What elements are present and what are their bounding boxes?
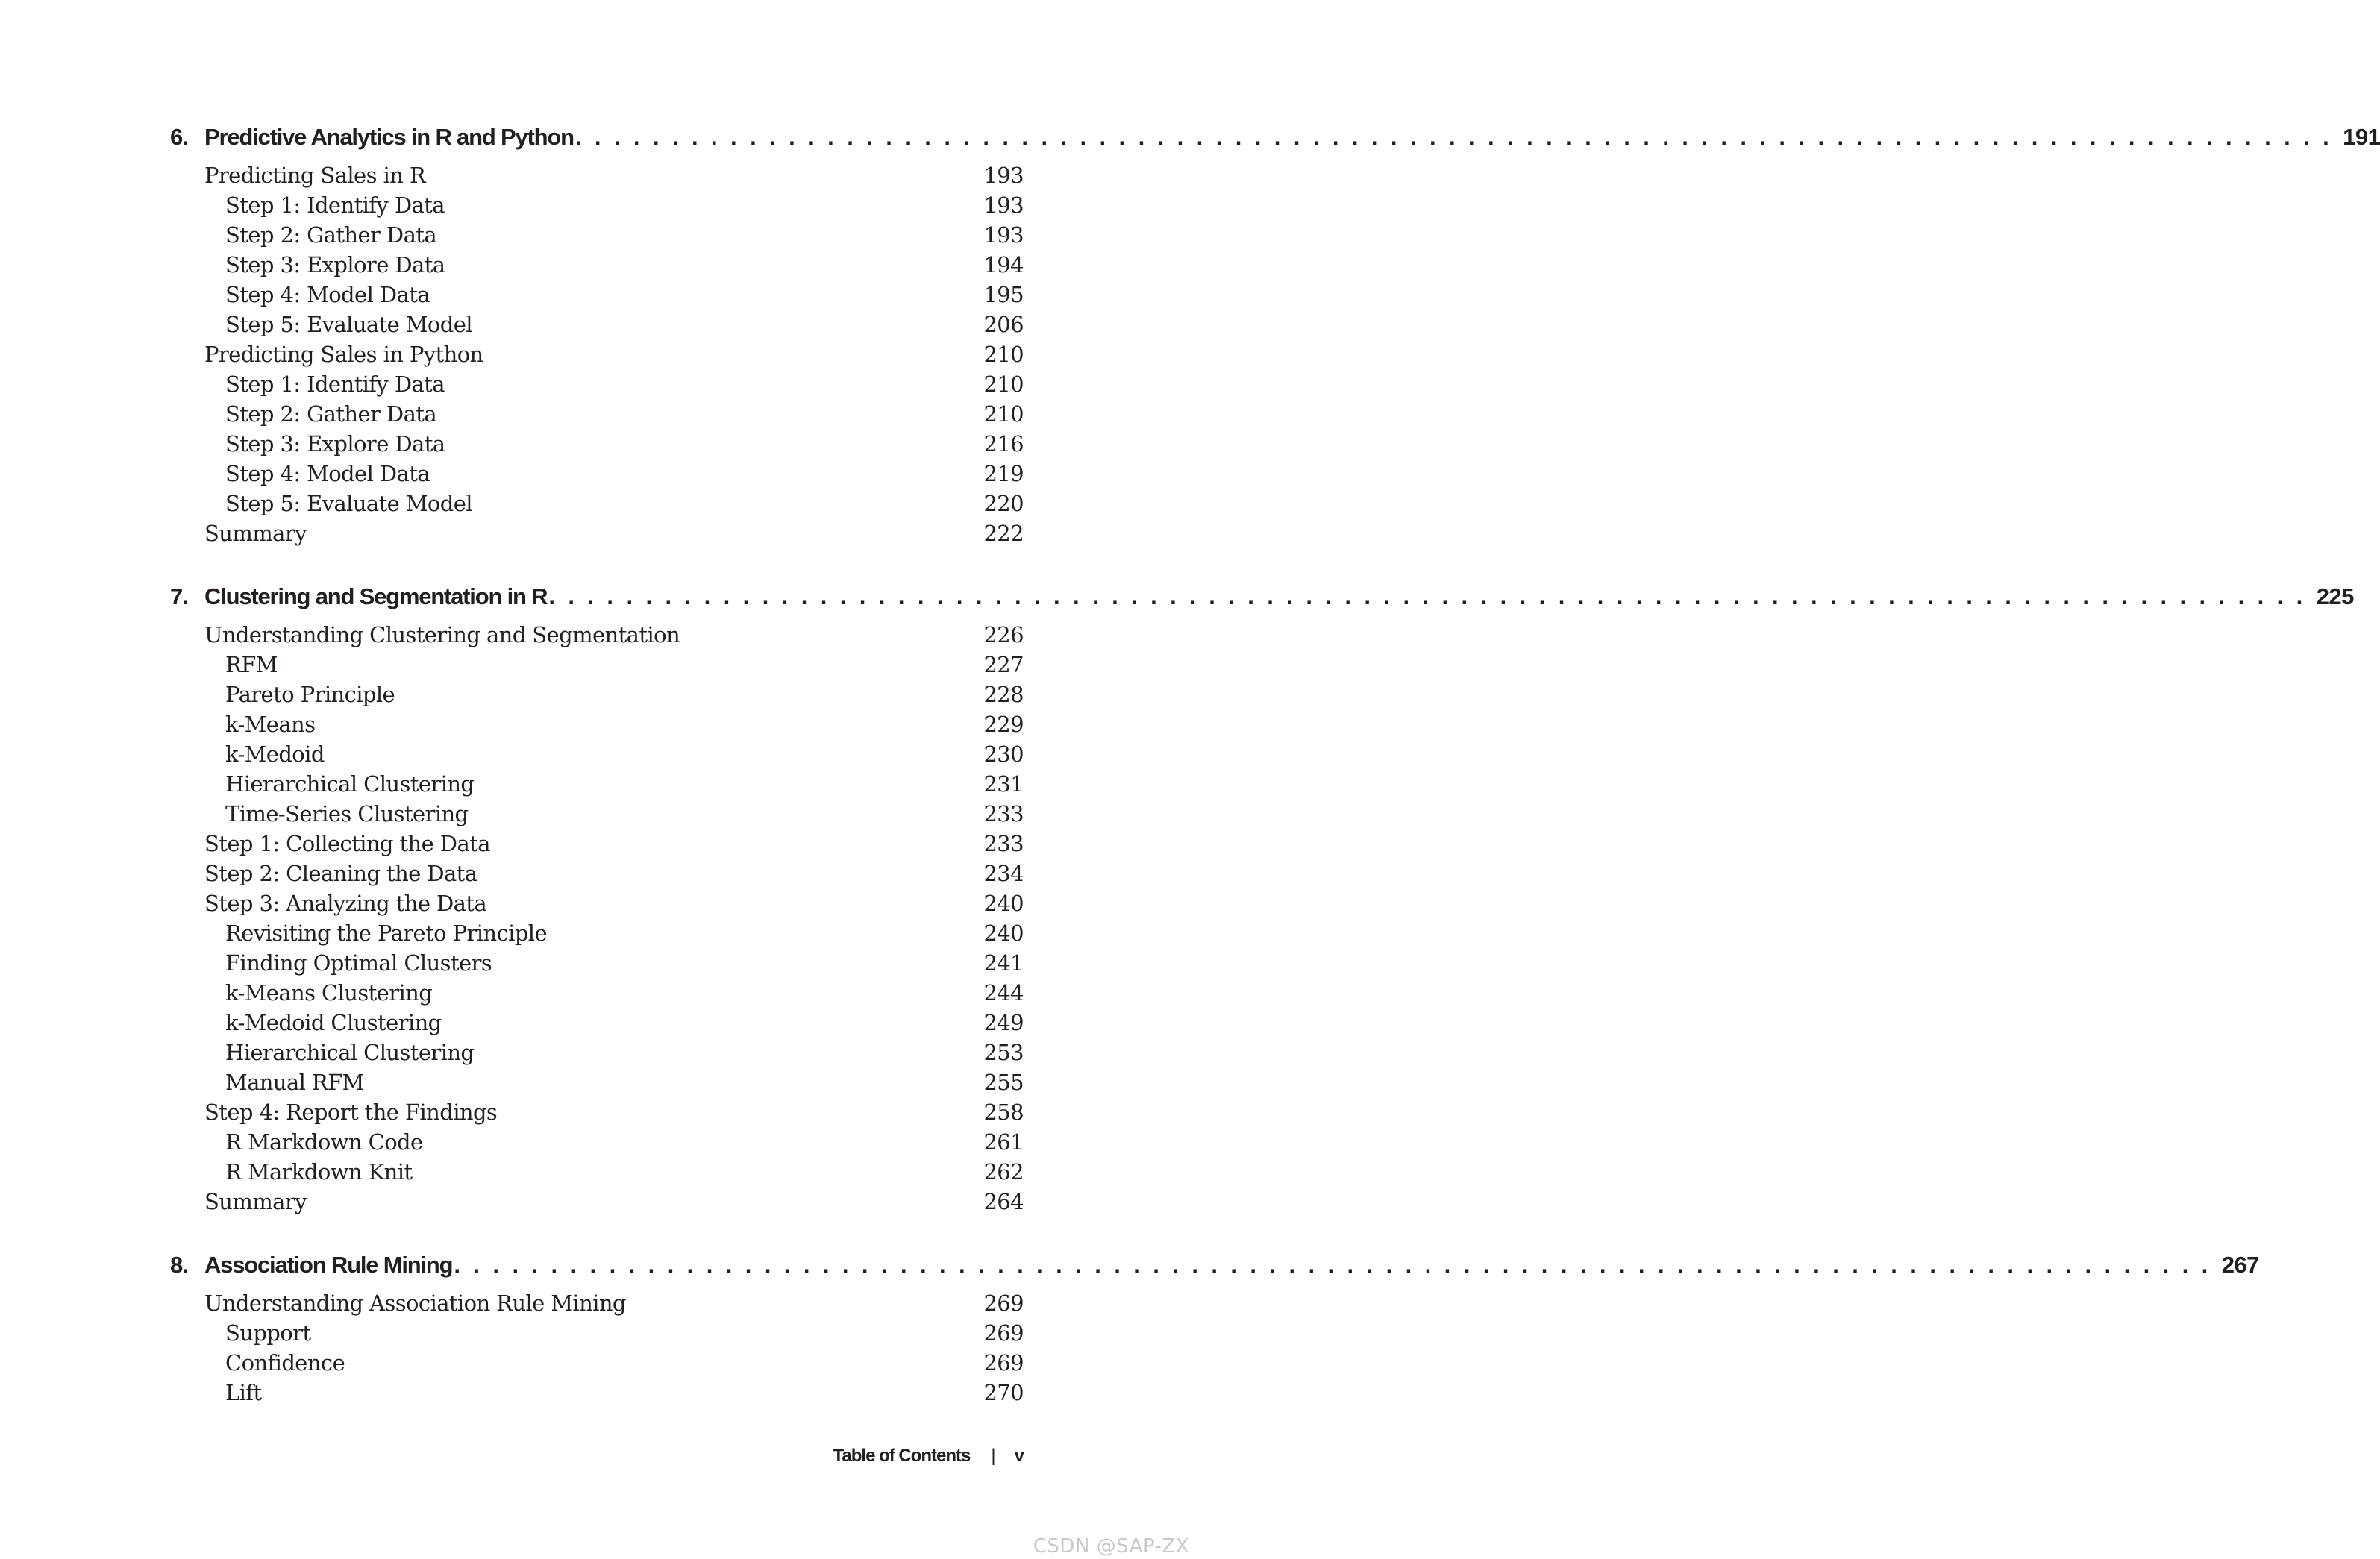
toc-entry[interactable] — [170, 222, 1024, 252]
footer-page-number: v — [1014, 1446, 1024, 1466]
toc-entry[interactable] — [170, 461, 1024, 491]
toc-entry-page-number: 210 — [983, 342, 1024, 367]
toc-entry-page-number: 269 — [983, 1350, 1024, 1376]
toc-entry-title[interactable]: Predicting Sales in Python — [204, 342, 483, 367]
toc-entry-page-number: 228 — [983, 682, 1024, 707]
toc-entry-page-number: 241 — [983, 950, 1024, 976]
toc-entry-page-number: 233 — [983, 801, 1024, 826]
toc-entry-page-number: 226 — [983, 622, 1024, 647]
toc-entry-page-number: 231 — [983, 771, 1024, 797]
toc-entry[interactable] — [170, 652, 1024, 682]
toc-entry-title[interactable]: Time-Series Clustering — [225, 801, 469, 826]
chapter-8 — [170, 1252, 2259, 1410]
toc-entry[interactable] — [170, 1040, 1024, 1070]
toc-entry-page-number: 222 — [983, 521, 1024, 546]
toc-entry-title[interactable]: Step 4: Model Data — [225, 282, 430, 307]
footer-separator: | — [991, 1446, 995, 1466]
toc-entry-title[interactable]: RFM — [225, 652, 278, 677]
toc-entry-title[interactable]: k-Means — [225, 712, 316, 737]
toc-entry[interactable] — [170, 891, 1024, 920]
chapter-page-number: 191 — [2343, 124, 2380, 150]
toc-entry-page-number: 229 — [983, 712, 1024, 737]
chapter-heading[interactable] — [170, 124, 2380, 163]
toc-entry[interactable] — [170, 861, 1024, 891]
chapter-heading[interactable] — [170, 1252, 2259, 1290]
toc-entry-title[interactable]: R Markdown Code — [225, 1129, 423, 1155]
toc-entry[interactable] — [170, 431, 1024, 461]
toc-entry-page-number: 240 — [983, 920, 1024, 946]
chapter-page-number: 225 — [2316, 583, 2354, 609]
toc-entry[interactable] — [170, 1290, 1024, 1320]
toc-entry-page-number: 264 — [983, 1189, 1024, 1214]
chapter-title[interactable]: Association Rule Mining — [204, 1252, 453, 1278]
toc-entry-page-number: 230 — [983, 741, 1024, 767]
chapter-entries — [170, 163, 1024, 550]
toc-entry-page-number: 194 — [983, 252, 1024, 277]
toc-entry-title[interactable]: Step 1: Collecting the Data — [204, 831, 490, 856]
toc-entry[interactable] — [170, 312, 1024, 342]
toc-entry-title[interactable]: Step 4: Model Data — [225, 461, 430, 486]
toc-entry[interactable] — [170, 1380, 1024, 1410]
toc-entry-title[interactable]: Step 3: Explore Data — [225, 252, 445, 277]
toc-entry-page-number: 233 — [983, 831, 1024, 856]
toc-entry-title[interactable]: Lift — [225, 1380, 262, 1405]
toc-entry[interactable] — [170, 741, 1024, 771]
table-of-contents — [170, 124, 2380, 1410]
toc-entry-title[interactable]: k-Medoid Clustering — [225, 1010, 442, 1035]
toc-entry-page-number: 227 — [983, 652, 1024, 677]
toc-entry[interactable] — [170, 282, 1024, 312]
toc-entry[interactable] — [170, 980, 1024, 1010]
toc-entry[interactable] — [170, 1350, 1024, 1380]
toc-entry-title[interactable]: Predicting Sales in R — [204, 163, 426, 188]
toc-entry-page-number: 262 — [983, 1159, 1024, 1185]
toc-entry[interactable] — [170, 1320, 1024, 1350]
toc-entry[interactable] — [170, 1070, 1024, 1100]
toc-entry[interactable] — [170, 192, 1024, 222]
toc-entry-title[interactable]: Step 4: Report the Findings — [204, 1100, 498, 1125]
toc-entry-title[interactable]: k-Means Clustering — [225, 980, 433, 1006]
toc-entry-title[interactable]: Understanding Clustering and Segmentation — [204, 622, 680, 647]
toc-entry-page-number: 244 — [983, 980, 1024, 1006]
toc-entry-title[interactable]: Pareto Principle — [225, 682, 395, 707]
toc-entry-title[interactable]: Summary — [204, 1189, 307, 1214]
toc-entry-title[interactable]: Step 2: Cleaning the Data — [204, 861, 477, 886]
toc-entry[interactable] — [170, 622, 1024, 652]
toc-entry[interactable] — [170, 401, 1024, 431]
toc-entry[interactable] — [170, 831, 1024, 861]
toc-entry-title[interactable]: Step 1: Identify Data — [225, 192, 445, 218]
toc-entry-title[interactable]: Step 5: Evaluate Model — [225, 312, 472, 337]
toc-entry-page-number: 193 — [983, 222, 1024, 248]
toc-entry-page-number: 210 — [983, 371, 1024, 397]
chapter-title[interactable]: Clustering and Segmentation in R — [204, 583, 548, 609]
toc-entry-page-number: 195 — [983, 282, 1024, 307]
chapter-entries — [170, 622, 1024, 1219]
page-footer — [833, 1446, 1024, 1467]
chapter-6 — [170, 124, 2380, 550]
toc-entry-title[interactable]: Revisiting the Pareto Principle — [225, 920, 548, 946]
toc-entry-page-number: 193 — [983, 163, 1024, 188]
toc-entry-title[interactable]: Step 3: Analyzing the Data — [204, 891, 487, 916]
toc-entry[interactable] — [170, 771, 1024, 801]
chapter-number: 8. — [170, 1252, 188, 1278]
chapter-page-number: 267 — [2221, 1252, 2259, 1278]
toc-entry-title[interactable]: Support — [225, 1320, 311, 1346]
toc-entry-title[interactable]: Step 3: Explore Data — [225, 431, 445, 457]
watermark: CSDN @SAP-ZX — [1033, 1535, 1189, 1558]
toc-entry-page-number: 210 — [983, 401, 1024, 427]
toc-entry[interactable] — [170, 712, 1024, 741]
toc-entry-title[interactable]: Summary — [204, 521, 307, 546]
toc-entry-title[interactable]: Step 1: Identify Data — [225, 371, 445, 397]
dot-leader: . . . . . . . . . . . . . . . . . . . . . . . . . . . . . . . . . . . . . . . . . . . . . . . . . . . . . . . . . . . . . . . . . . . . . . . . . . . . . . . . . . . . . . . . . . . — [574, 124, 2333, 150]
toc-entry[interactable] — [170, 1010, 1024, 1040]
toc-entry[interactable] — [170, 1129, 1024, 1159]
chapter-number: 7. — [170, 583, 188, 609]
toc-entry[interactable] — [170, 252, 1024, 282]
dot-leader: . . . . . . . . . . . . . . . . . . . . . . . . . . . . . . . . . . . . . . . . . . . . . . . . . . . . . . . . . . . . . . . . . . . . . . . . . . . . . . . . . . . . . . . . . . . — [454, 1252, 2211, 1278]
toc-entry-page-number: 261 — [983, 1129, 1024, 1155]
toc-entry[interactable] — [170, 801, 1024, 831]
chapter-heading[interactable] — [170, 583, 2354, 622]
toc-entry-title[interactable]: Confidence — [225, 1350, 345, 1376]
toc-entry-title[interactable]: k-Medoid — [225, 741, 325, 767]
toc-entry-page-number: 206 — [983, 312, 1024, 337]
footer-section-label: Table of Contents — [833, 1446, 971, 1466]
toc-entry-title[interactable]: Step 2: Gather Data — [225, 222, 437, 248]
toc-entry-page-number: 219 — [983, 461, 1024, 486]
toc-entry[interactable] — [170, 163, 1024, 192]
toc-entry-page-number: 216 — [983, 431, 1024, 457]
toc-entry[interactable] — [170, 521, 1024, 550]
toc-entry-page-number: 255 — [983, 1070, 1024, 1095]
toc-entry-title[interactable]: Hierarchical Clustering — [225, 1040, 475, 1065]
toc-entry-page-number: 269 — [983, 1320, 1024, 1346]
toc-entry-page-number: 220 — [983, 491, 1024, 516]
toc-entry-page-number: 240 — [983, 891, 1024, 916]
toc-entry[interactable] — [170, 1189, 1024, 1219]
toc-entry[interactable] — [170, 491, 1024, 521]
toc-entry[interactable] — [170, 371, 1024, 401]
toc-entry-title[interactable]: Hierarchical Clustering — [225, 771, 475, 797]
toc-entry[interactable] — [170, 342, 1024, 371]
chapter-entries — [170, 1290, 1024, 1410]
toc-entry[interactable] — [170, 682, 1024, 712]
toc-entry-page-number: 234 — [983, 861, 1024, 886]
chapter-title[interactable]: Predictive Analytics in R and Python — [204, 124, 574, 150]
toc-entry-title[interactable]: Understanding Association Rule Mining — [204, 1290, 626, 1316]
toc-entry-title[interactable]: Manual RFM — [225, 1070, 364, 1095]
toc-entry-page-number: 269 — [983, 1290, 1024, 1316]
chapter-number: 6. — [170, 124, 188, 150]
toc-entry-page-number: 249 — [983, 1010, 1024, 1035]
toc-entry[interactable] — [170, 920, 1024, 950]
toc-entry-page-number: 270 — [983, 1380, 1024, 1405]
chapter-7 — [170, 583, 2354, 1219]
toc-entry-page-number: 193 — [983, 192, 1024, 218]
toc-entry-title[interactable]: Finding Optimal Clusters — [225, 950, 492, 976]
toc-entry[interactable] — [170, 1100, 1024, 1129]
dot-leader: . . . . . . . . . . . . . . . . . . . . . . . . . . . . . . . . . . . . . . . . . . . . . . . . . . . . . . . . . . . . . . . . . . . . . . . . . . . . . . . . . . . . . . . . . . . — [548, 583, 2306, 609]
toc-entry-title[interactable]: Step 5: Evaluate Model — [225, 491, 472, 516]
toc-entry-page-number: 253 — [983, 1040, 1024, 1065]
toc-entry[interactable] — [170, 950, 1024, 980]
toc-entry-title[interactable]: R Markdown Knit — [225, 1159, 413, 1185]
toc-entry[interactable] — [170, 1159, 1024, 1189]
toc-entry-page-number: 258 — [983, 1100, 1024, 1125]
toc-entry-title[interactable]: Step 2: Gather Data — [225, 401, 437, 427]
